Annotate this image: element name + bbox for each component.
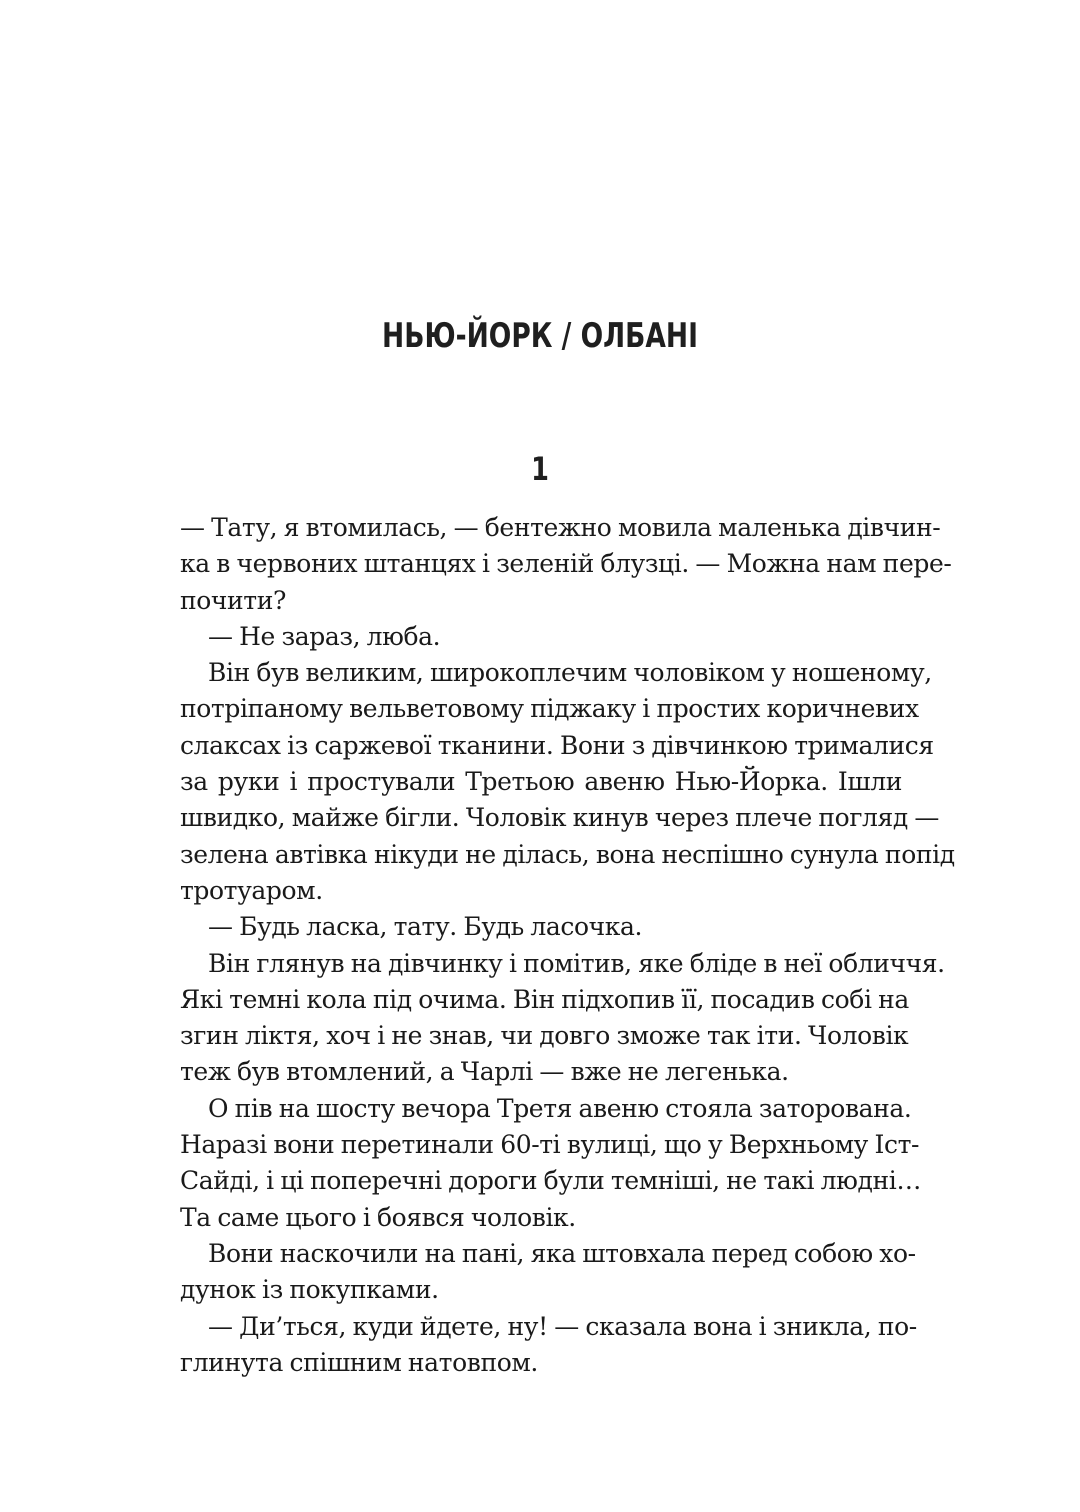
text-line: Які темні кола під очима. Він підхопив її, посадив собі на	[180, 984, 909, 1014]
text-line: тротуаром.	[180, 875, 323, 905]
text-line: за руки і простували Третьою авеню Нью-Йорка. Ішли	[180, 767, 902, 797]
text-line: почити?	[180, 585, 287, 615]
text-line: Він був великим, широкоплечим чоловіком у ношеному,	[208, 658, 932, 688]
text-line: — Тату, я втомилась, — бентежно мовила маленька дівчин-	[180, 513, 941, 542]
chapter-text	[180, 510, 955, 1381]
text-line: Та саме цього і боявся чоловік.	[180, 1202, 576, 1232]
text-line: Наразі вони перетинали 60-ті вулиці, що у Верхньому Іст-	[180, 1130, 920, 1160]
text-line: Вони наскочили на пані, яка штовхала перед собою хо-	[208, 1238, 916, 1268]
text-line: Він глянув на дівчинку і помітив, яке бліде в неї обличчя.	[208, 948, 945, 978]
text-line: — Будь ласка, тату. Будь ласочка.	[208, 912, 643, 942]
part-title: НЬЮ-ЙОРК / ОЛБАНІ	[382, 316, 698, 356]
text-line: О пів на шосту вечора Третя авеню стояла заторована.	[208, 1093, 912, 1123]
text-line: Сайді, і ці поперечні дороги були темніші, не такі людні…	[180, 1166, 921, 1196]
text-line: теж був втомлений, а Чарлі — вже не легенька.	[180, 1057, 789, 1087]
text-line: швидко, майже бігли. Чоловік кинув через плече погляд —	[180, 803, 940, 833]
text-line: слаксах із саржевої тканини. Вони з дівчинкою трималися	[180, 730, 934, 760]
text-line: ка в червоних штанцях і зеленій блузці. — Можна нам пере-	[180, 549, 952, 579]
text-line: — Не зараз, люба.	[208, 621, 441, 651]
text-line: глинута спішним натовпом.	[180, 1347, 538, 1377]
text-line: згин ліктя, хоч і не знав, чи довго зможе так іти. Чоловік	[180, 1021, 909, 1051]
text-line: потріпаному вельветовому піджаку і простих коричневих	[180, 694, 919, 724]
chapter-number: 1	[531, 450, 549, 488]
text-line: зелена автівка нікуди не ділась, вона неспішно сунула попід	[180, 839, 955, 869]
text-line: — Ди’ться, куди йдете, ну! — сказала вона і зникла, по-	[208, 1311, 917, 1341]
text-line: дунок із покупками.	[180, 1275, 439, 1305]
